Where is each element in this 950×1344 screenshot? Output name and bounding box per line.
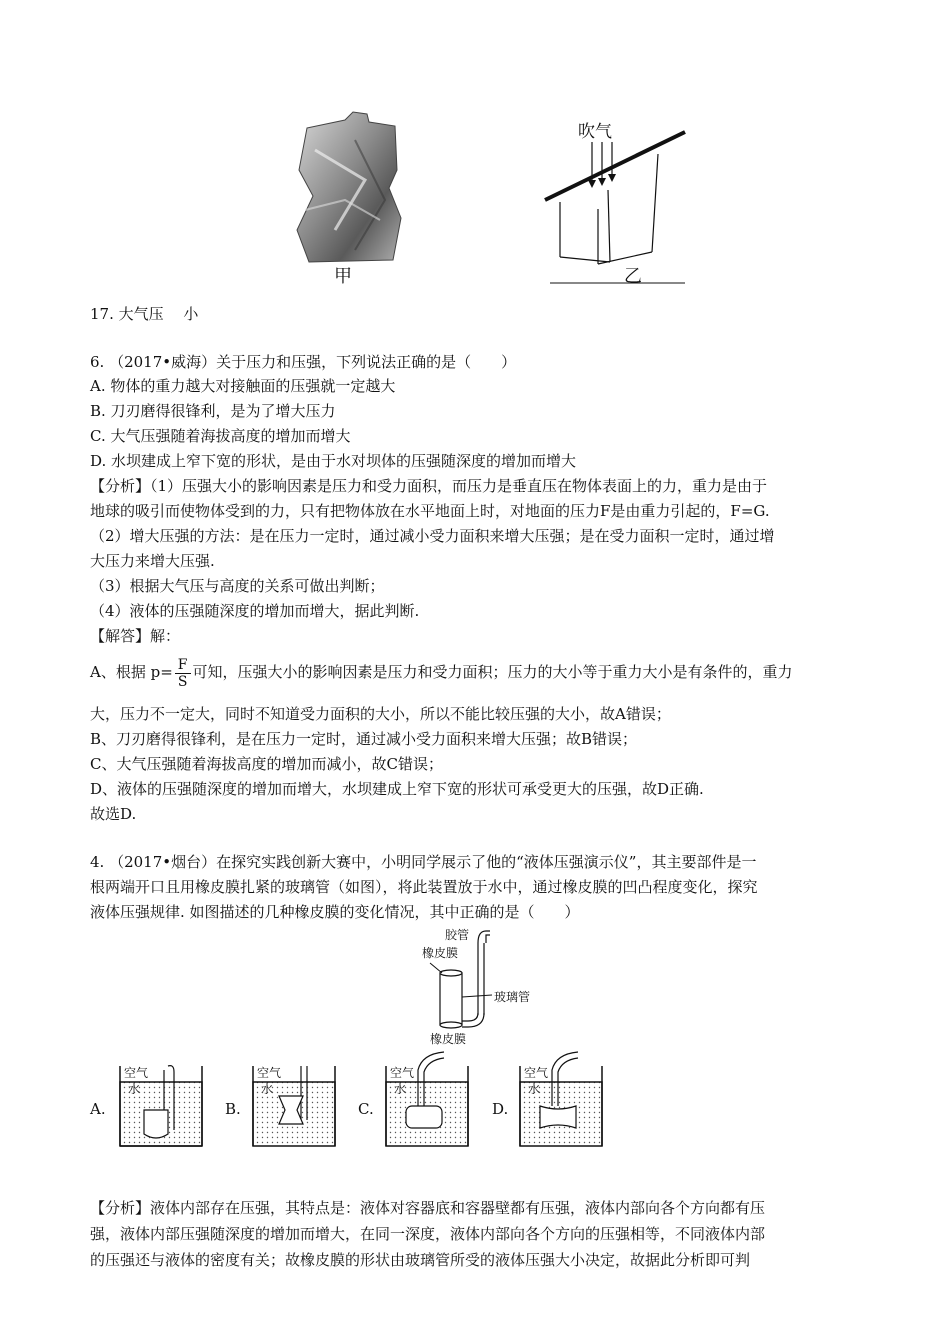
q4-stem-line: 根两端开口且用橡皮膜扎紧的玻璃管（如图），将此装置放于水中，通过橡皮膜的凹凸程度变化，探究 [90,878,758,896]
beaker-d-air: 空气 [524,1066,549,1080]
q6-answer-line: 大，压力不一定大，同时不知道受力面积的大小，所以不能比较压强的大小，故A错误； [90,705,671,723]
beaker-c-air: 空气 [390,1066,415,1080]
figure-caption-yi: 乙 [624,266,642,287]
q6-answer-head: 【解答】解： [90,627,181,645]
q6-analysis-line: 大压力来增大压强. [90,552,215,570]
q6-option-a: A. 物体的重力越大对接触面的压强就一定越大 [90,377,396,395]
label-membrane-top: 橡皮膜 [422,946,459,960]
label-membrane-bottom: 橡皮膜 [430,1032,467,1046]
q6-option-d: D. 水坝建成上窄下宽的形状，是由于水对坝体的压强随深度的增加而增大 [90,452,577,470]
q4-analysis-line: 的压强还与液体的密度有关；故橡皮膜的形状由玻璃管所受的液体压强大小决定，故据此分析即可判 [90,1251,751,1269]
pressure-fraction [175,657,191,690]
q4-analysis-line: 【分析】液体内部存在压强，其特点是：液体对容器底和容器壁都有压强，液体内部向各个方向都有压 [90,1199,766,1217]
label-hose: 胶管 [445,928,470,942]
q6-answer-a-post: 可知，压强大小的影响因素是压力和受力面积；压力的大小等于重力大小是有条件的，重力 [192,663,793,681]
q4-stem-line: 液体压强规律. 如图描述的几种橡皮膜的变化情况，其中正确的是（ ） [90,903,580,921]
label-glass-tube: 玻璃管 [494,990,531,1004]
q6-option-c: C. 大气压强随着海拔高度的增加而增大 [90,427,351,445]
q6-answer-line: D、液体的压强随深度的增加而增大，水坝建成上窄下宽的形状可承受更大的压强，故D正确. [90,780,704,798]
option-label-c: C. [358,1100,374,1118]
q6-analysis-line: （4）液体的压强随深度的增加而增大，据此判断. [90,602,420,620]
beaker-a-water: 水 [128,1082,141,1096]
option-label-b: B. [225,1100,241,1118]
q6-analysis-line: （3）根据大气压与高度的关系可做出判断； [90,577,385,595]
q6-answer-line: B、刀刃磨得很锋利，是在压力一定时，通过减小受力面积来增大压强；故B错误； [90,730,638,748]
fraction-numerator: F [175,657,191,674]
option-label-a: A. [90,1100,106,1118]
q4-stem-line: 4. （2017•烟台）在探究实践创新大赛中，小明同学展示了他的“液体压强演示仪”，其主要部件是一 [90,853,757,871]
beaker-d-water: 水 [528,1082,541,1096]
q6-option-b: B. 刀刃磨得很锋利，是为了增大压力 [90,402,336,420]
fraction-denominator: S [177,673,188,690]
glass-tube-device-figure [420,925,550,1045]
blow-label: 吹气 [578,122,612,142]
q6-analysis-line: 【分析】（1）压强大小的影响因素是压力和受力面积，而压力是垂直压在物体表面上的力，重力是由于 [90,477,768,495]
q6-answer-a-pre: A、根据 p= [90,663,173,681]
q6-analysis-line: （2）增大压强的方法：是在压力一定时，通过减小受力面积来增大压强；是在受力面积一定时，通过增 [90,527,775,545]
beaker-c-water: 水 [394,1082,407,1096]
option-label-d: D. [492,1100,509,1118]
q6-answer-line: C、大气压强随着海拔高度的增加而减小，故C错误； [90,755,443,773]
q6-analysis-line: 地球的吸引而使物体受到的力，只有把物体放在水平地面上时，对地面的压力F是由重力引起的，F=G. [90,502,770,520]
beaker-b-water: 水 [261,1082,274,1096]
q6-answer-line: 故选D. [90,805,137,823]
beaker-a-air: 空气 [124,1066,149,1080]
beaker-b-air: 空气 [257,1066,282,1080]
figure-caption-jia: 甲 [334,266,352,287]
q6-answer-a [90,652,870,692]
q4-analysis-line: 强，液体内部压强随深度的增加而增大，在同一深度，液体内部向各个方向的压强相等，不同液体内部 [90,1225,766,1243]
q6-stem: 6. （2017•威海）关于压力和压强，下列说法正确的是（ ） [90,353,517,371]
q17-answer: 17. 大气压 小 [90,305,199,323]
paper-blow-figure [540,112,690,287]
